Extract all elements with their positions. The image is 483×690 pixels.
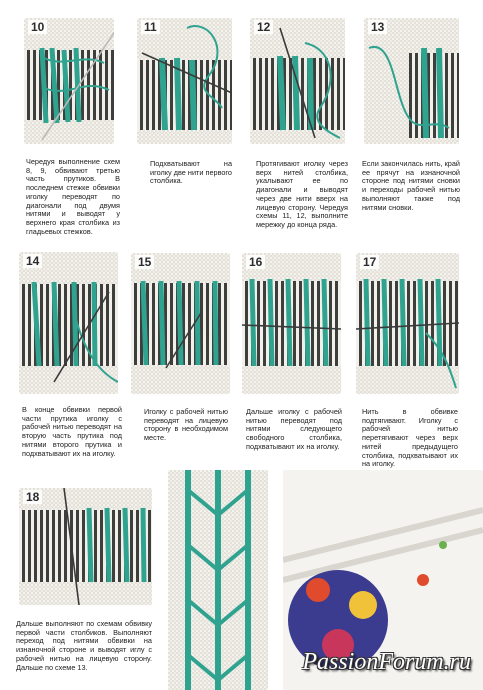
step-description: Если закончилась нить, край ее прячут на изнаночной стороне под нитями сновки и переходы рабочей нитью выполняют также под нитями сновки. [362,159,460,212]
step-photo-16 [242,253,341,394]
step-description: Иголку с рабочей нитью переводят на лицевую сторону в необходимом месте. [144,407,228,443]
step-photo-15 [131,253,230,394]
step-description: Нить в обвивке подтягивают. Иголку с рабочей нитью перетягивают через верх нитей предыдущего столбика, подхватывают их на иголку. [362,407,458,469]
step-number: 15 [135,255,154,269]
step-description: Подхватывают на иголку две нити первого столбика. [150,159,232,186]
step-photo-18 [19,488,152,605]
step-description: Протягивают иголку через верх нитей столбика, укалывают ее по диагонали и выводят через две нити вверх на лицевую сторону. Чередуя схемы 11, 12, выполните мережку до конца ряда. [256,159,348,229]
step-photo-10 [24,18,114,144]
step-number: 12 [254,20,273,34]
step-photo-17 [356,253,459,394]
step-photo-12 [250,18,345,144]
step-number: 13 [368,20,387,34]
step-description: Дальше иголку с рабочей нитью переводят под нитями следующего свободного столбика, подхватывают их на иголку. [246,407,342,451]
step-number: 10 [28,20,47,34]
step-description: Дальше выполняют по схемам обвивку первой части столбиков. Выполняют переход под нитями обвивки на изнаночной стороне и выводят иглу с рабочей нитью на лицевую сторону. Дальше по схеме 13. [16,619,152,672]
step-number: 16 [246,255,265,269]
step-number: 18 [23,490,42,504]
step-photo-11 [137,18,232,144]
step-description: Чередуя выполнение схем 8, 9, обвивают третью часть прутиков. В последнем стежке обвивки иголку переводят по диагонали под двумя нитями и выводят у верхнего края столбика из гладьевых стежков. [26,157,120,236]
step-photo-13 [364,18,459,144]
step-number: 17 [360,255,379,269]
step-description: В конце обвивки первой части прутика иголку с рабочей нитью переводят на вторую часть прутика под нитями второго прутика и подхватывают их на иголку. [22,405,122,458]
step-number: 11 [141,20,160,34]
finished-hemstitch-photo [168,470,268,690]
step-photo-14 [19,252,118,394]
step-number: 14 [23,254,42,268]
site-watermark: PassionForum.ru [302,649,471,675]
